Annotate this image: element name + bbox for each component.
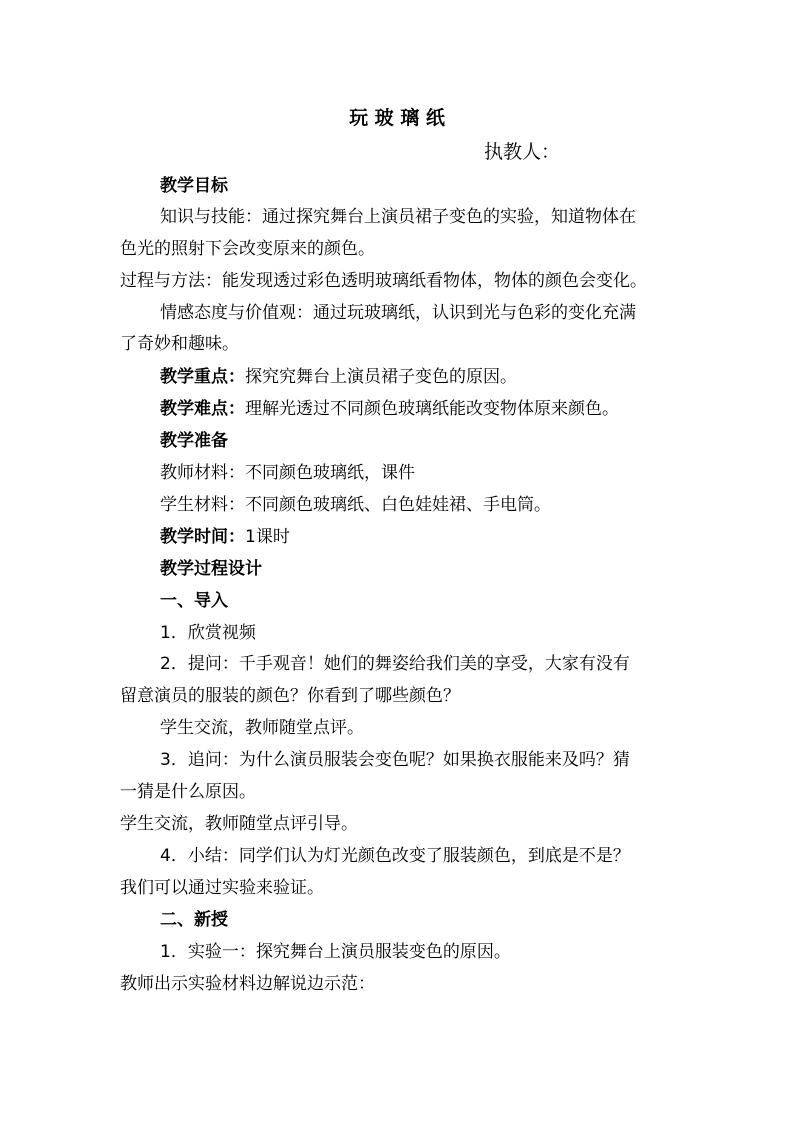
item-3-line-1: 3．追问：为什么演员服装会变色呢？如果换衣服能来及吗？猜 xyxy=(160,750,630,770)
difficult-point xyxy=(160,398,794,420)
demo-line: 教师出示实验材料边解说边示范： xyxy=(120,974,375,994)
key-label: 教学重点： xyxy=(160,367,245,387)
experiment-1: 1．实验一：探究舞台上演员服装变色的原因。 xyxy=(160,942,511,962)
student-comm-1: 学生交流，教师随堂点评。 xyxy=(160,718,364,738)
knowledge-line-2: 色光的照射下会改变原来的颜色。 xyxy=(120,239,375,259)
time-label: 教学时间： xyxy=(160,527,245,547)
teacher-label: 执教人： xyxy=(484,141,561,163)
difficult-label: 教学难点： xyxy=(160,399,245,419)
section-2-heading: 二、新授 xyxy=(160,910,228,930)
prep-heading: 教学准备 xyxy=(160,431,228,451)
difficult-text: 理解光透过不同颜色玻璃纸能改变物体原来颜色。 xyxy=(245,399,619,419)
teacher-materials: 教师材料：不同颜色玻璃纸，课件 xyxy=(160,463,415,483)
item-3-line-2: 一猜是什么原因。 xyxy=(120,782,256,802)
item-4-line-2: 我们可以通过实验来验证。 xyxy=(120,878,324,898)
emotion-line-1: 情感态度与价值观：通过玩玻璃纸，认识到光与色彩的变化充满 xyxy=(160,303,636,323)
time-text: 1课时 xyxy=(245,527,290,547)
lesson-title: 玩 玻 璃 纸 xyxy=(349,107,445,129)
emotion-line-2: 了奇妙和趣味。 xyxy=(120,334,239,354)
process-line: 过程与方法：能发现透过彩色透明玻璃纸看物体，物体的颜色会变化。 xyxy=(120,271,647,291)
student-comm-2: 学生交流，教师随堂点评引导。 xyxy=(120,814,358,834)
item-1: 1．欣赏视频 xyxy=(160,623,256,643)
design-heading: 教学过程设计 xyxy=(160,559,262,579)
item-4-line-1: 4．小结：同学们认为灯光颜色改变了服装颜色，到底是不是？ xyxy=(160,846,630,866)
key-point xyxy=(160,366,794,388)
goals-heading: 教学目标 xyxy=(160,176,228,196)
student-materials: 学生材料：不同颜色玻璃纸、白色娃娃裙、手电筒。 xyxy=(160,495,551,515)
section-1-heading: 一、导入 xyxy=(160,591,228,611)
item-2-line-2: 留意演员的服装的颜色？你看到了哪些颜色？ xyxy=(120,686,460,706)
item-2-line-1: 2．提问：千手观音！她们的舞姿给我们美的享受，大家有没有 xyxy=(160,654,630,674)
teaching-time xyxy=(160,526,794,548)
knowledge-line-1: 知识与技能：通过探究舞台上演员裙子变色的实验，知道物体在 xyxy=(160,207,636,227)
key-text: 探究究舞台上演员裙子变色的原因。 xyxy=(245,367,517,387)
